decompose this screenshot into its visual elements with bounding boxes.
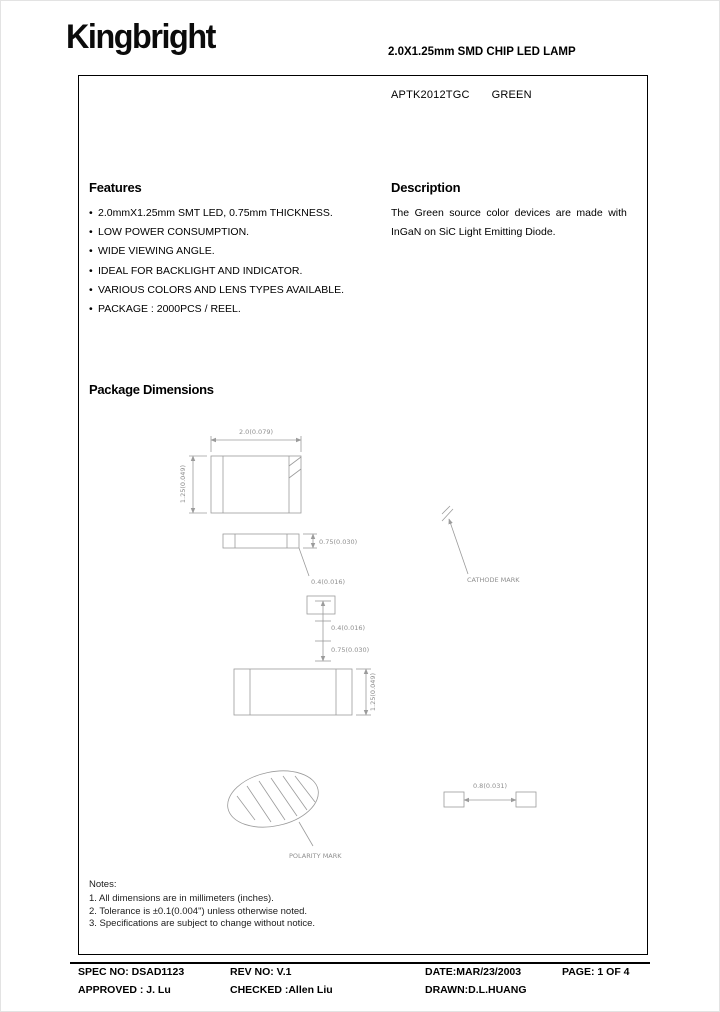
part-color: GREEN bbox=[491, 89, 532, 101]
feature-item: • IDEAL FOR BACKLIGHT AND INDICATOR. bbox=[89, 262, 384, 281]
footer-page: PAGE: 1 OF 4 bbox=[562, 966, 630, 978]
doc-title: 2.0X1.25mm SMD CHIP LED LAMP bbox=[388, 46, 576, 58]
dimension-label: 1.25(0.049) bbox=[179, 464, 187, 504]
note-item: 3. Specifications are subject to change without notice. bbox=[89, 917, 316, 929]
dimension-label: 1.25(0.049) bbox=[369, 672, 377, 712]
feature-item: • PACKAGE : 2000PCS / REEL. bbox=[89, 300, 384, 319]
note-item: 2. Tolerance is ±0.1(0.004") unless otherwise noted. bbox=[89, 905, 308, 917]
solder-pad-drawing bbox=[444, 792, 536, 807]
feature-item: • VARIOUS COLORS AND LENS TYPES AVAILABLE. bbox=[89, 281, 384, 300]
top-view-drawing bbox=[189, 436, 301, 513]
feature-item: • WIDE VIEWING ANGLE. bbox=[89, 242, 384, 261]
footer-divider bbox=[70, 962, 650, 964]
dimension-label: 0.4(0.016) bbox=[331, 624, 366, 632]
dimension-label: 2.0(0.079) bbox=[238, 428, 274, 436]
footer-spec-no: SPEC NO: DSAD1123 bbox=[78, 966, 185, 978]
note-item: 1. All dimensions are in millimeters (inches). bbox=[89, 893, 274, 905]
dimension-label: 0.75(0.030) bbox=[319, 538, 358, 546]
feature-item: • 2.0mmX1.25mm SMT LED, 0.75mm THICKNESS. bbox=[89, 204, 384, 223]
part-number: APTK2012TGC bbox=[391, 89, 470, 101]
description-section bbox=[391, 180, 631, 242]
kingbright-logo: Kingbright bbox=[66, 18, 216, 56]
footer-date: DATE:MAR/23/2003 bbox=[425, 966, 522, 978]
front-view-drawing bbox=[234, 669, 371, 715]
part-line bbox=[391, 89, 532, 101]
package-dimensions-drawing bbox=[79, 424, 649, 874]
cathode-mark-callout bbox=[442, 506, 468, 574]
footer-rev-no: REV NO: V.1 bbox=[230, 966, 292, 978]
description-heading: Description bbox=[391, 180, 461, 195]
notes-list bbox=[89, 893, 315, 930]
dimension-drawing-svg bbox=[79, 424, 649, 874]
dimension-label: 0.75(0.030) bbox=[331, 646, 370, 654]
dimension-label: 0.8(0.031) bbox=[472, 782, 508, 790]
perspective-view-drawing bbox=[222, 763, 323, 846]
footer-checked: CHECKED :Allen Liu bbox=[230, 984, 333, 996]
polarity-mark-label: POLARITY MARK bbox=[289, 852, 342, 860]
notes-section bbox=[89, 879, 315, 930]
description-text-line2: InGaN on SiC Light Emitting Diode. bbox=[391, 226, 556, 239]
cathode-mark-label: CATHODE MARK bbox=[467, 576, 520, 584]
features-list bbox=[89, 204, 384, 319]
features-heading: Features bbox=[89, 180, 142, 195]
notes-heading: Notes: bbox=[89, 879, 117, 890]
package-dimensions-heading: Package Dimensions bbox=[89, 382, 214, 397]
description-text-line1: The Green source color devices are made with bbox=[391, 207, 627, 219]
feature-item: • LOW POWER CONSUMPTION. bbox=[89, 223, 384, 242]
side-view-drawing bbox=[223, 534, 317, 576]
footer-approved: APPROVED : J. Lu bbox=[78, 984, 171, 996]
content-frame bbox=[78, 75, 648, 955]
dimension-label: 0.4(0.016) bbox=[311, 578, 346, 586]
features-section bbox=[89, 180, 384, 319]
footer-drawn: DRAWN:D.L.HUANG bbox=[425, 984, 527, 996]
